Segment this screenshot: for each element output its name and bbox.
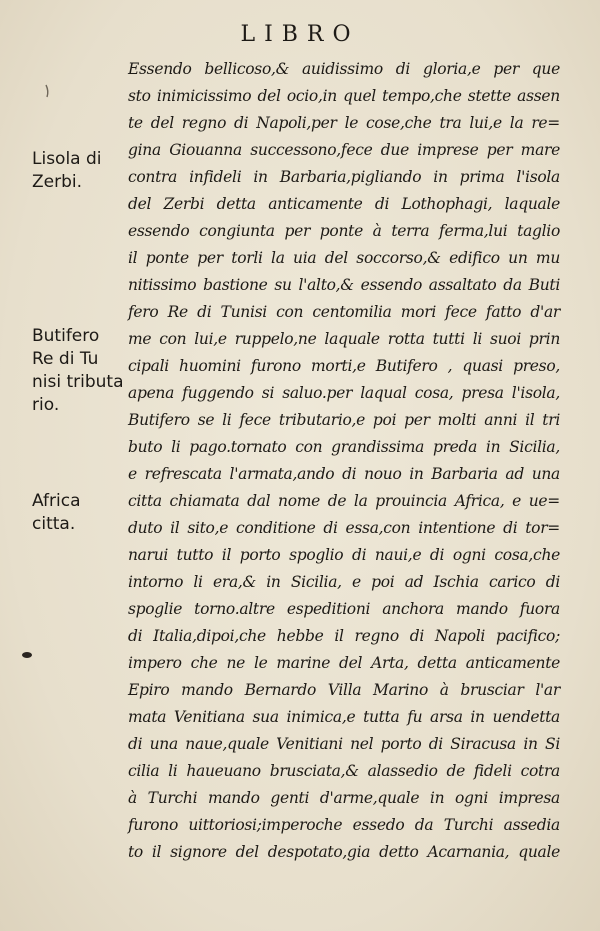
marginal-note-butifero — [32, 325, 124, 417]
body-line: impero che ne le marine del Arta, detta anticamente — [128, 654, 560, 672]
body-line: Essendo bellicoso,& auidissimo di gloria,e per que — [128, 60, 560, 78]
body-line: Butifero se li fece tributario,e poi per molti anni il tri — [128, 411, 560, 429]
marginal-note-line: Butifero — [32, 326, 100, 346]
body-line: del Zerbi detta anticamente di Lothophagi, laquale — [128, 195, 560, 213]
body-line: te del regno di Napoli,per le cose,che tra lui,e la re= — [128, 114, 560, 132]
marginal-note-line: citta. — [32, 514, 76, 534]
body-line: narui tutto il porto spoglio di naui,e di ogni cosa,che — [128, 546, 560, 564]
body-line: citta chiamata dal nome de la prouincia Africa, e ue= — [128, 492, 560, 510]
marginal-note-africa — [32, 490, 81, 536]
body-line: sto inimicissimo del ocio,in quel tempo,che stette assen — [128, 87, 560, 105]
body-line: il ponte per torli la uia del soccorso,& edifico un mu — [128, 249, 560, 267]
marginal-note-line: nisi tributa — [32, 372, 124, 392]
body-line: Epiro mando Bernardo Villa Marino à brusciar l'ar — [128, 681, 560, 699]
body-line: fero Re di Tunisi con centomilia mori fece fatto d'ar — [128, 303, 560, 321]
running-head: LIBRO — [240, 22, 360, 47]
ink-spot-decoration — [20, 650, 34, 660]
body-line: à Turchi mando genti d'arme,quale in ogni impresa — [128, 789, 560, 807]
body-line: cipali huomini furono morti,e Butifero , quasi preso, — [128, 357, 560, 375]
ink-spot-decoration — [44, 84, 52, 98]
body-line: apena fuggendo si saluo.per laqual cosa, presa l'isola, — [128, 384, 560, 402]
body-line: furono uittoriosi;imperoche essedo da Turchi assedia — [128, 816, 560, 834]
body-line: intorno li era,& in Sicilia, e poi ad Ischia carico di — [128, 573, 560, 591]
body-line: contra infideli in Barbaria,pigliando in prima l'isola — [128, 168, 560, 186]
body-line: e refrescata l'armata,ando di nouo in Barbaria ad una — [128, 465, 560, 483]
body-line: di Italia,dipoi,che hebbe il regno di Napoli pacifico; — [128, 627, 560, 645]
body-line: gina Giouanna successono,fece due imprese per mare — [128, 141, 560, 159]
marginal-note-line: Lisola di — [32, 149, 102, 169]
body-line: nitissimo bastione su l'alto,& essendo assaltato da Buti — [128, 276, 560, 294]
body-line: cilia li haueuano brusciata,& alassedio de fideli cotra — [128, 762, 560, 780]
body-text — [128, 56, 560, 866]
body-line: spoglie torno.altre espeditioni anchora mando fuora — [128, 600, 560, 618]
marginal-note-line: Zerbi. — [32, 172, 83, 192]
body-line: duto il sito,e conditione di essa,con intentione di tor= — [128, 519, 560, 537]
marginal-note-line: Re di Tu — [32, 349, 99, 369]
marginal-note-zerbi — [32, 148, 102, 194]
body-line: me con lui,e ruppelo,ne laquale rotta tutti li suoi prin — [128, 330, 560, 348]
marginal-note-line: rio. — [32, 395, 60, 415]
body-line: mata Venitiana sua inimica,e tutta fu arsa in uendetta — [128, 708, 560, 726]
body-line: di una naue,quale Venitiani nel porto di Siracusa in Si — [128, 735, 560, 753]
body-line: buto li pago.tornato con grandissima preda in Sicilia, — [128, 438, 560, 456]
marginal-note-line: Africa — [32, 491, 81, 511]
body-line: essendo congiunta per ponte à terra ferma,lui taglio — [128, 222, 560, 240]
body-line: to il signore del despotato,gia detto Acarnania, quale — [128, 843, 560, 861]
